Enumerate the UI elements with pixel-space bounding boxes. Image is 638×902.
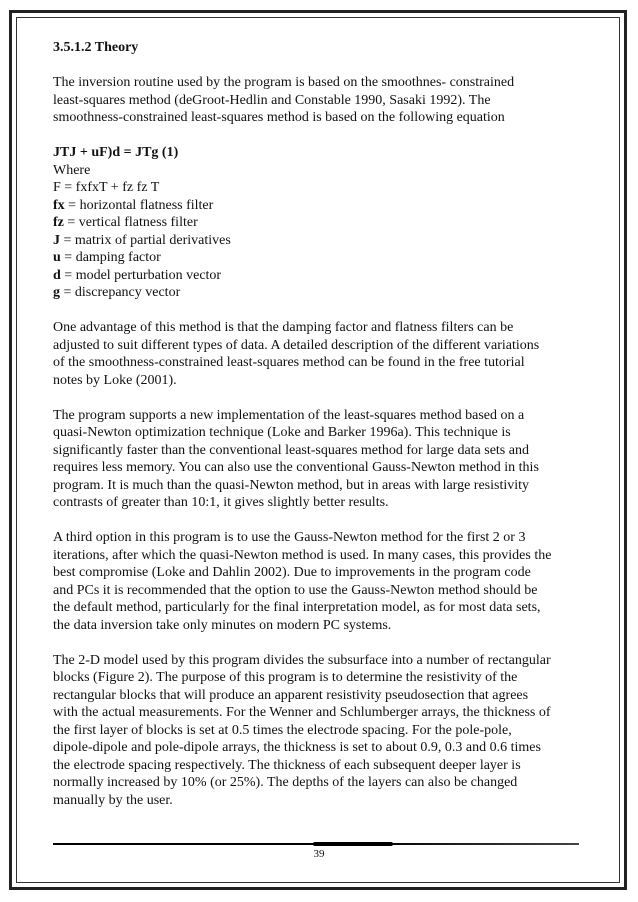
page-number: 39	[313, 848, 325, 860]
definition-row: J = matrix of partial derivatives	[53, 232, 231, 248]
intro-line: The inversion routine used by the program is based on the smoothnes- constrained	[53, 75, 515, 90]
intro-paragraph	[53, 74, 588, 127]
definition-row: g = discrepancy vector	[53, 285, 181, 300]
equation: JTJ + uF)d = JTg (1)	[53, 145, 179, 160]
definition-row: u = damping factor	[53, 250, 161, 265]
paragraph-quasi-newton: The program supports a new implementation of the least-squares method based on a quasi-Newton optimization technique (Loke and Barker 1996a). This technique is significantly faster than the conventional least-squares method for large data sets and requires less memory. You can also use the conventional Gauss-Newton method in this program. It is much than the quasi-Newton method, but in areas with large resistivity contrasts of greater than 10:1, it gives slightly better results.	[53, 407, 539, 510]
where-label: Where	[53, 162, 91, 178]
definition-row: F = fxfxT + fz fz T	[53, 180, 160, 195]
section-heading: 3.5.1.2 Theory	[53, 40, 139, 55]
intro-line: smoothness-constrained least-squares method is based on the following equation	[53, 110, 505, 125]
paragraph-damping: One advantage of this method is that the damping factor and flatness filters can be adjusted to suit different types of data. A detailed description of the different variations of the smoothness-constrained least-squares method can be found in the free tutorial notes by Loke (2001).	[53, 320, 540, 388]
document-body	[53, 39, 588, 809]
equation-block	[53, 144, 588, 302]
paragraph-2d-model: The 2-D model used by this program divides the subsurface into a number of rectangular blocks (Figure 2). The purpose of this program is to determine the resistivity of the rectangular blocks that will produce an apparent resistivity pseudosection that agrees with the actual measurements. For the Wenner and Schlumberger arrays, the thickness of the first layer of blocks is set at 0.5 times the electrode spacing. For the pole-pole, dipole-dipole and pole-dipole arrays, the thickness is set to about 0.9, 0.3 and 0.6 times the electrode spacing respectively. The thickness of each subsequent deeper layer is normally increased by 10% (or 25%). The depths of the layers can also be changed manually by the user.	[53, 652, 551, 808]
paragraph-gauss-newton: A third option in this program is to use the Gauss-Newton method for the first 2 or 3 iterations, after which the quasi-Newton method is used. In many cases, this provides the best compromise (Loke and Dahlin 2002). Due to improvements in the program code and PCs it is recommended that the option to use the Gauss-Newton method should be the default method, particularly for the final interpretation model, as for most data sets, the data inversion take only minutes on modern PC systems.	[53, 530, 552, 633]
definition-row: fx = horizontal flatness filter	[53, 197, 214, 213]
definition-row: d = model perturbation vector	[53, 267, 222, 283]
intro-line: least-squares method (deGroot-Hedlin and Constable 1990, Sasaki 1992). The	[53, 92, 491, 108]
definition-row: fz = vertical flatness filter	[53, 215, 198, 230]
footer-rule	[53, 843, 579, 845]
